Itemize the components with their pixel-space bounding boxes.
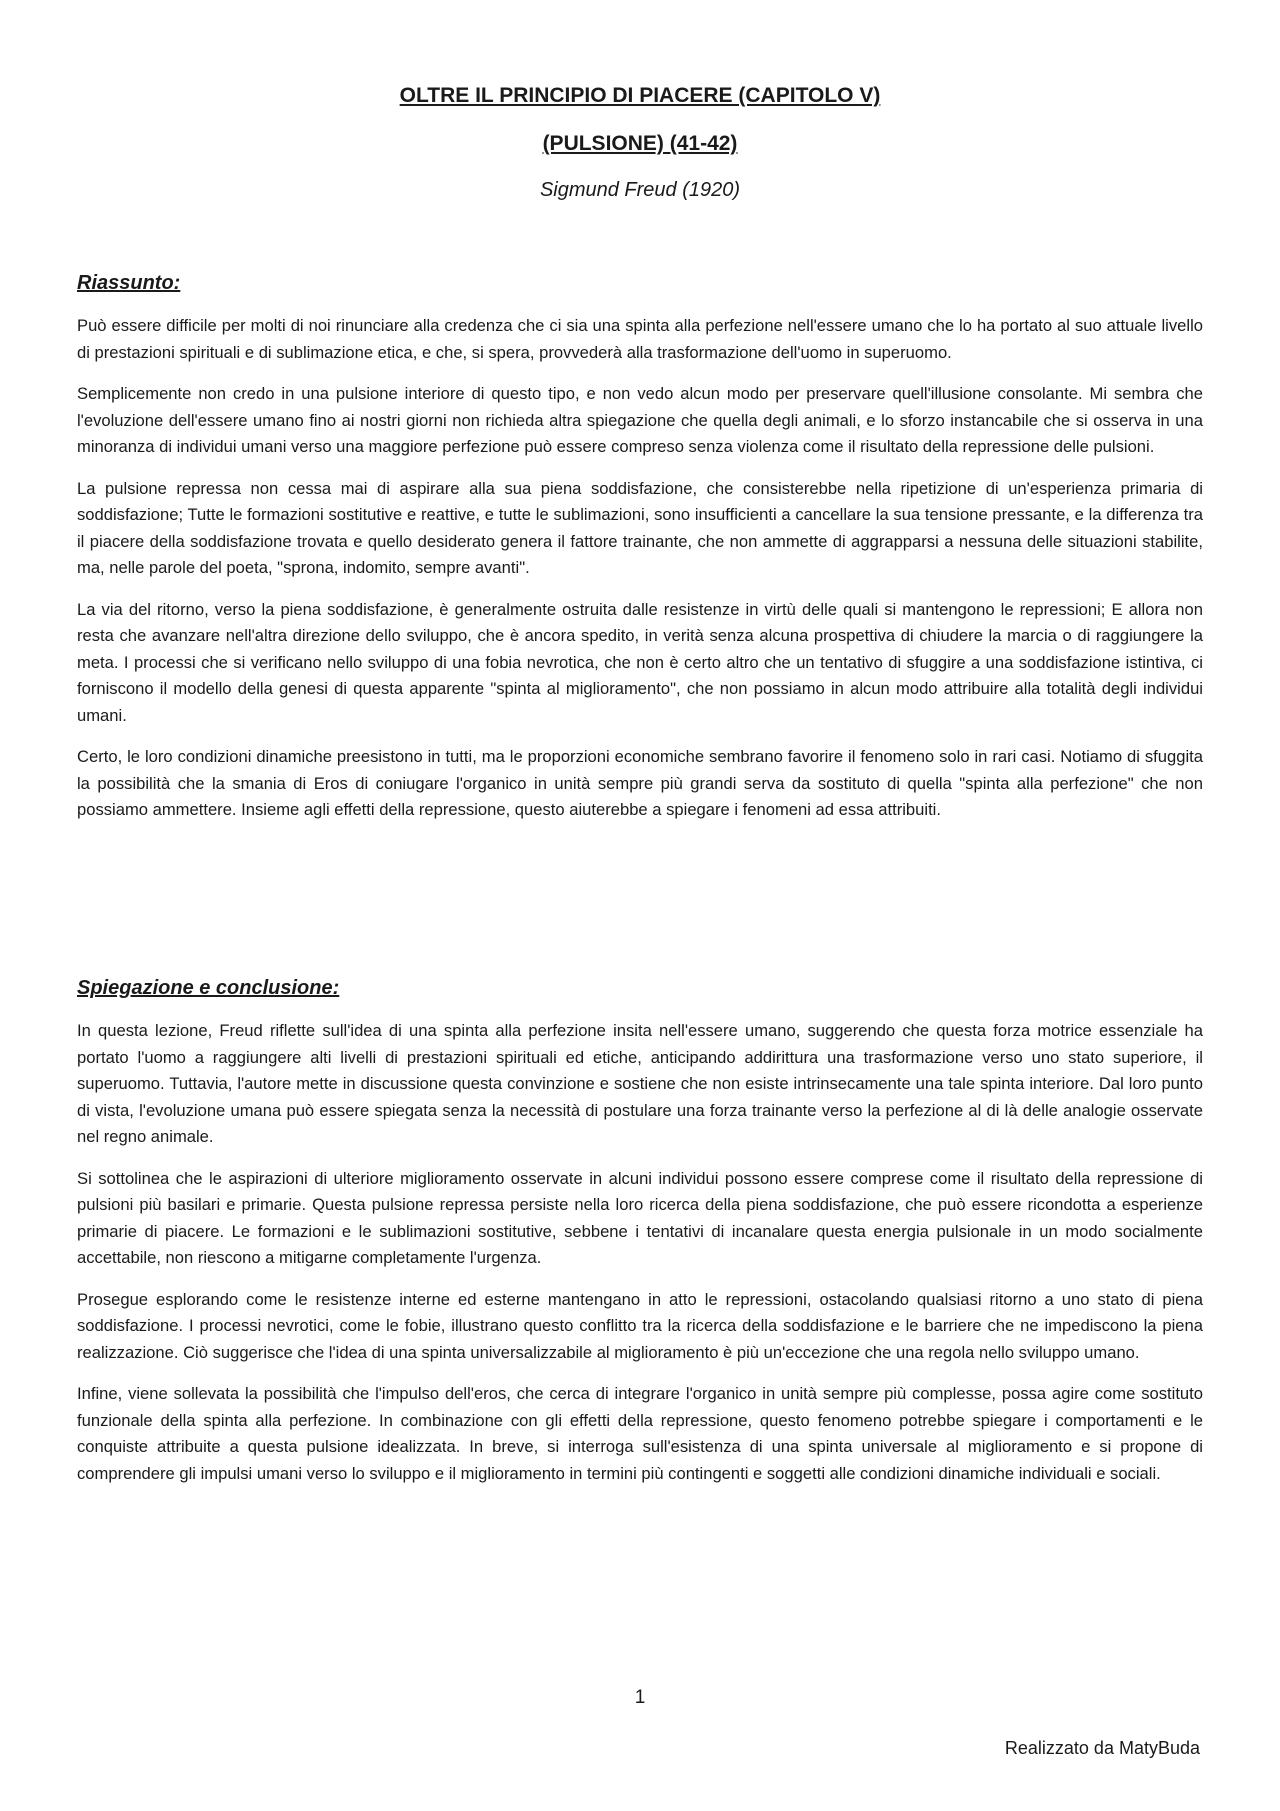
document-title: OLTRE IL PRINCIPIO DI PIACERE (CAPITOLO V) [399,84,881,107]
explanation-paragraph: Si sottolinea che le aspirazioni di ulteriore miglioramento osservate in alcuni individui possono essere comprese come il risultato della repressione di pulsioni più basilari e primarie. Questa pulsione repressa persiste nella loro ricerca della piena soddisfazione, che può essere ricondotta a esperienze primarie di piacere. Le formazioni e le sublimazioni sostitutive, sebbene i tentativi di incanalare questa energia pulsionale in un modo socialmente accettabile, non riescono a mitigarne completamente l'urgenza. [77,1168,1203,1267]
summary-paragraph: Semplicemente non credo in una pulsione interiore di questo tipo, e non vedo alcun modo per preservare quell'illusione consolante. Mi sembra che l'evoluzione dell'essere umano fino ai nostri giorni non richieda altra spiegazione che quella degli animali, e lo sforzo instancabile che si osserva in una minoranza di individui umani verso una maggiore perfezione può essere compreso senza violenza come il risultato della repressione delle pulsioni. [77,384,1203,456]
summary-section [77,313,1203,824]
summary-paragraph: La pulsione repressa non cessa mai di aspirare alla sua piena soddisfazione, che consisterebbe nella ripetizione di un'esperienza primaria di soddisfazione; Tutte le formazioni sostitutive e reattive, e tutte le sublimazioni, sono insufficienti a cancellare la sua tensione pressante, e la differenza tra il piacere della soddisfazione trovata e quello desiderato genera il fattore trainante, che non ammette di aggrapparsi a nessuna delle situazioni stabilite, ma, nelle parole del poeta, "sprona, indomito, sempre avanti". [77,478,1203,577]
explanation-paragraph: Infine, viene sollevata la possibilità che l'impulso dell'eros, che cerca di integrare l'organico in unità sempre più complesse, possa agire come sostituto funzionale della spinta alla perfezione. In combinazione con gli effetti della repressione, questo fenomeno potrebbe spiegare i comportamenti e le conquiste attribuite a questa pulsione idealizzata. In breve, si interroga sull'esistenza di una spinta universale al miglioramento e si propone di comprendere gli impulsi umani verso lo sviluppo e il miglioramento in termini più contingenti e soggetti alle condizioni dinamiche individuali e sociali. [77,1384,1203,1483]
footer-credit: Realizzato da MatyBuda [1004,1738,1200,1758]
explanation-paragraph: Prosegue esplorando come le resistenze interne ed esterne mantengano in atto le repressioni, ostacolando qualsiasi ritorno a uno stato di piena soddisfazione. I processi nevrotici, come le fobie, illustrano questo conflitto tra la ricerca della soddisfazione e le barriere che ne impediscono la piena realizzazione. Ciò suggerisce che l'idea di una spinta universalizzabile al miglioramento è più un'eccezione che una regola nello sviluppo umano. [77,1289,1203,1362]
document-author: Sigmund Freud (1920) [539,179,741,201]
explanation-section [77,1018,1203,1487]
summary-paragraph: La via del ritorno, verso la piena soddisfazione, è generalmente ostruita dalle resistenze in virtù delle quali si mantengono le repressioni; E allora non resta che avanzare nell'altra direzione dello sviluppo, che è ancora spedito, in verità senza alcuna prospettiva di chiudere la marcia o di raggiungere la meta. I processi che si verificano nello sviluppo di una fobia nevrotica, che non è certo altro che un tentativo di sfuggire a una soddisfazione istintiva, ci forniscono il modello della genesi di questa apparente "spinta al miglioramento", che non possiamo in alcun modo attribuire alla totalità degli individui umani. [77,599,1203,725]
explanation-heading: Spiegazione e conclusione: [77,977,340,999]
page-number: 1 [634,1687,646,1708]
explanation-paragraph: In questa lezione, Freud riflette sull'idea di una spinta alla perfezione insita nell'essere umano, suggerendo che questa forza motrice essenziale ha portato l'uomo a raggiungere alti livelli di prestazioni spirituali ed etiche, anticipando addirittura una trasformazione verso uno stato superiore, il superuomo. Tuttavia, l'autore mette in discussione questa convinzione e sostiene che non esiste intrinsecamente una tale spinta interiore. Dal loro punto di vista, l'evoluzione umana può essere spiegata senza la necessità di postulare una forza trainante verso la perfezione al di là delle analogie osservate nel regno animale. [77,1021,1203,1146]
document-subtitle: (PULSIONE) (41-42) [542,132,738,155]
summary-paragraph: Può essere difficile per molti di noi rinunciare alla credenza che ci sia una spinta alla perfezione nell'essere umano che lo ha portato al suo attuale livello di prestazioni spirituali e di sublimazione etica, e che, si spera, provvederà alla trasformazione dell'uomo in superuomo. [77,316,1203,362]
summary-heading: Riassunto: [77,272,181,294]
summary-paragraph: Certo, le loro condizioni dinamiche preesistono in tutti, ma le proporzioni economiche sembrano favorire il fenomeno solo in rari casi. Notiamo di sfuggita la possibilità che la smania di Eros di coniugare l'organico in unità sempre più grandi serva da sostituto di quella "spinta alla perfezione" che non possiamo ammettere. Insieme agli effetti della repressione, questo aiuterebbe a spiegare i fenomeni ad essa attribuiti. [77,747,1203,819]
